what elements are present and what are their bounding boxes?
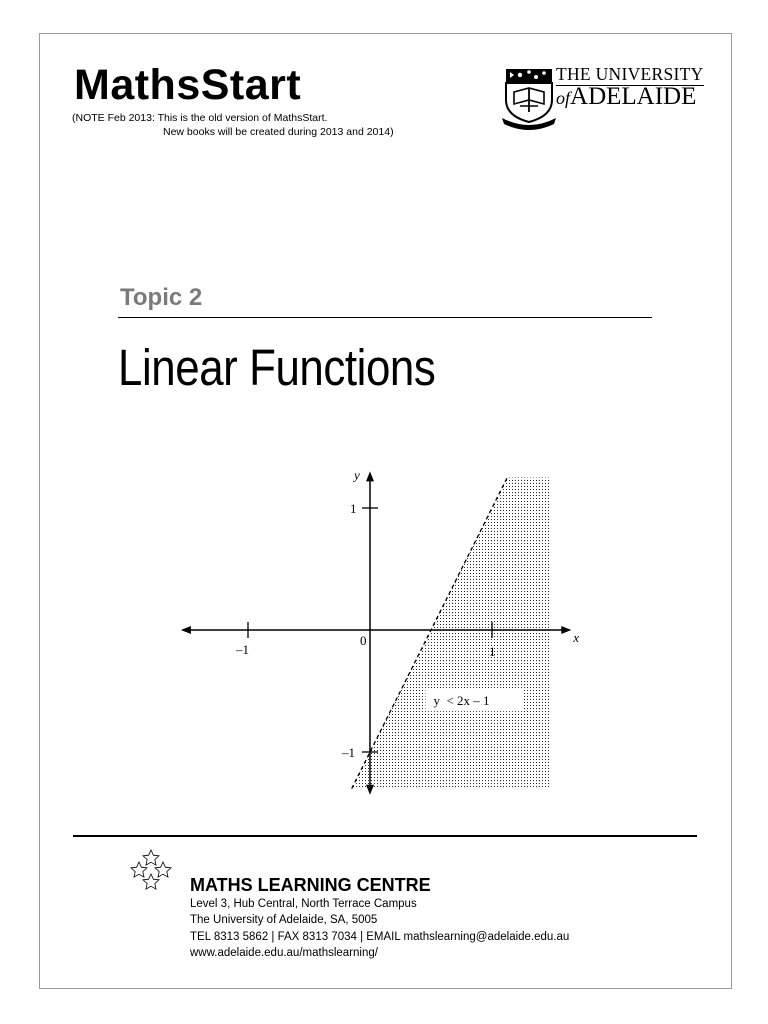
shaded-region: [352, 478, 550, 789]
website-link[interactable]: www.adelaide.edu.au/mathslearning/: [190, 947, 378, 959]
contact-line: TEL 8313 5862 | FAX 8313 7034 | EMAIL mathslearning@adelaide.edu.au: [190, 931, 570, 943]
x-axis-arrow-left: [181, 626, 191, 634]
y-tick-label-neg1: –1: [342, 745, 355, 760]
y-tick-label-pos1: 1: [350, 501, 357, 516]
university-name-text: ADELAIDE: [570, 83, 697, 110]
y-axis-label: y: [354, 467, 360, 483]
x-axis-arrow-right: [561, 626, 571, 634]
topic-divider: [118, 317, 652, 318]
version-note-line1: (NOTE Feb 2013: This is the old version of MathsStart.: [72, 112, 328, 124]
y-axis-arrow-bottom: [366, 785, 374, 795]
origin-label: 0: [360, 633, 367, 648]
inequality-graph: [170, 462, 590, 802]
brand-title: MathsStart: [74, 61, 302, 109]
x-tick-label-neg1: –1: [236, 642, 249, 657]
page-title: Linear Functions: [118, 339, 436, 396]
centre-name: MATHS LEARNING CENTRE: [190, 875, 431, 895]
maths-learning-centre-stars-icon: [126, 848, 176, 894]
x-tick-label-pos1: 1: [489, 644, 496, 659]
y-axis-arrow-top: [366, 471, 374, 481]
inequality-annotation: y < 2x – 1: [433, 693, 490, 709]
version-note-line2: New books will be created during 2013 and 2014): [163, 126, 394, 138]
topic-label: Topic 2: [120, 284, 203, 311]
university-line1: THE UNIVERSITY: [556, 64, 704, 84]
footer-divider: [73, 835, 697, 837]
address-line2: The University of Adelaide, SA, 5005: [190, 914, 378, 926]
university-of: of: [556, 88, 571, 108]
x-axis-label: x: [573, 630, 580, 645]
address-line1: Level 3, Hub Central, North Terrace Campus: [190, 898, 417, 910]
university-name: [556, 84, 696, 109]
